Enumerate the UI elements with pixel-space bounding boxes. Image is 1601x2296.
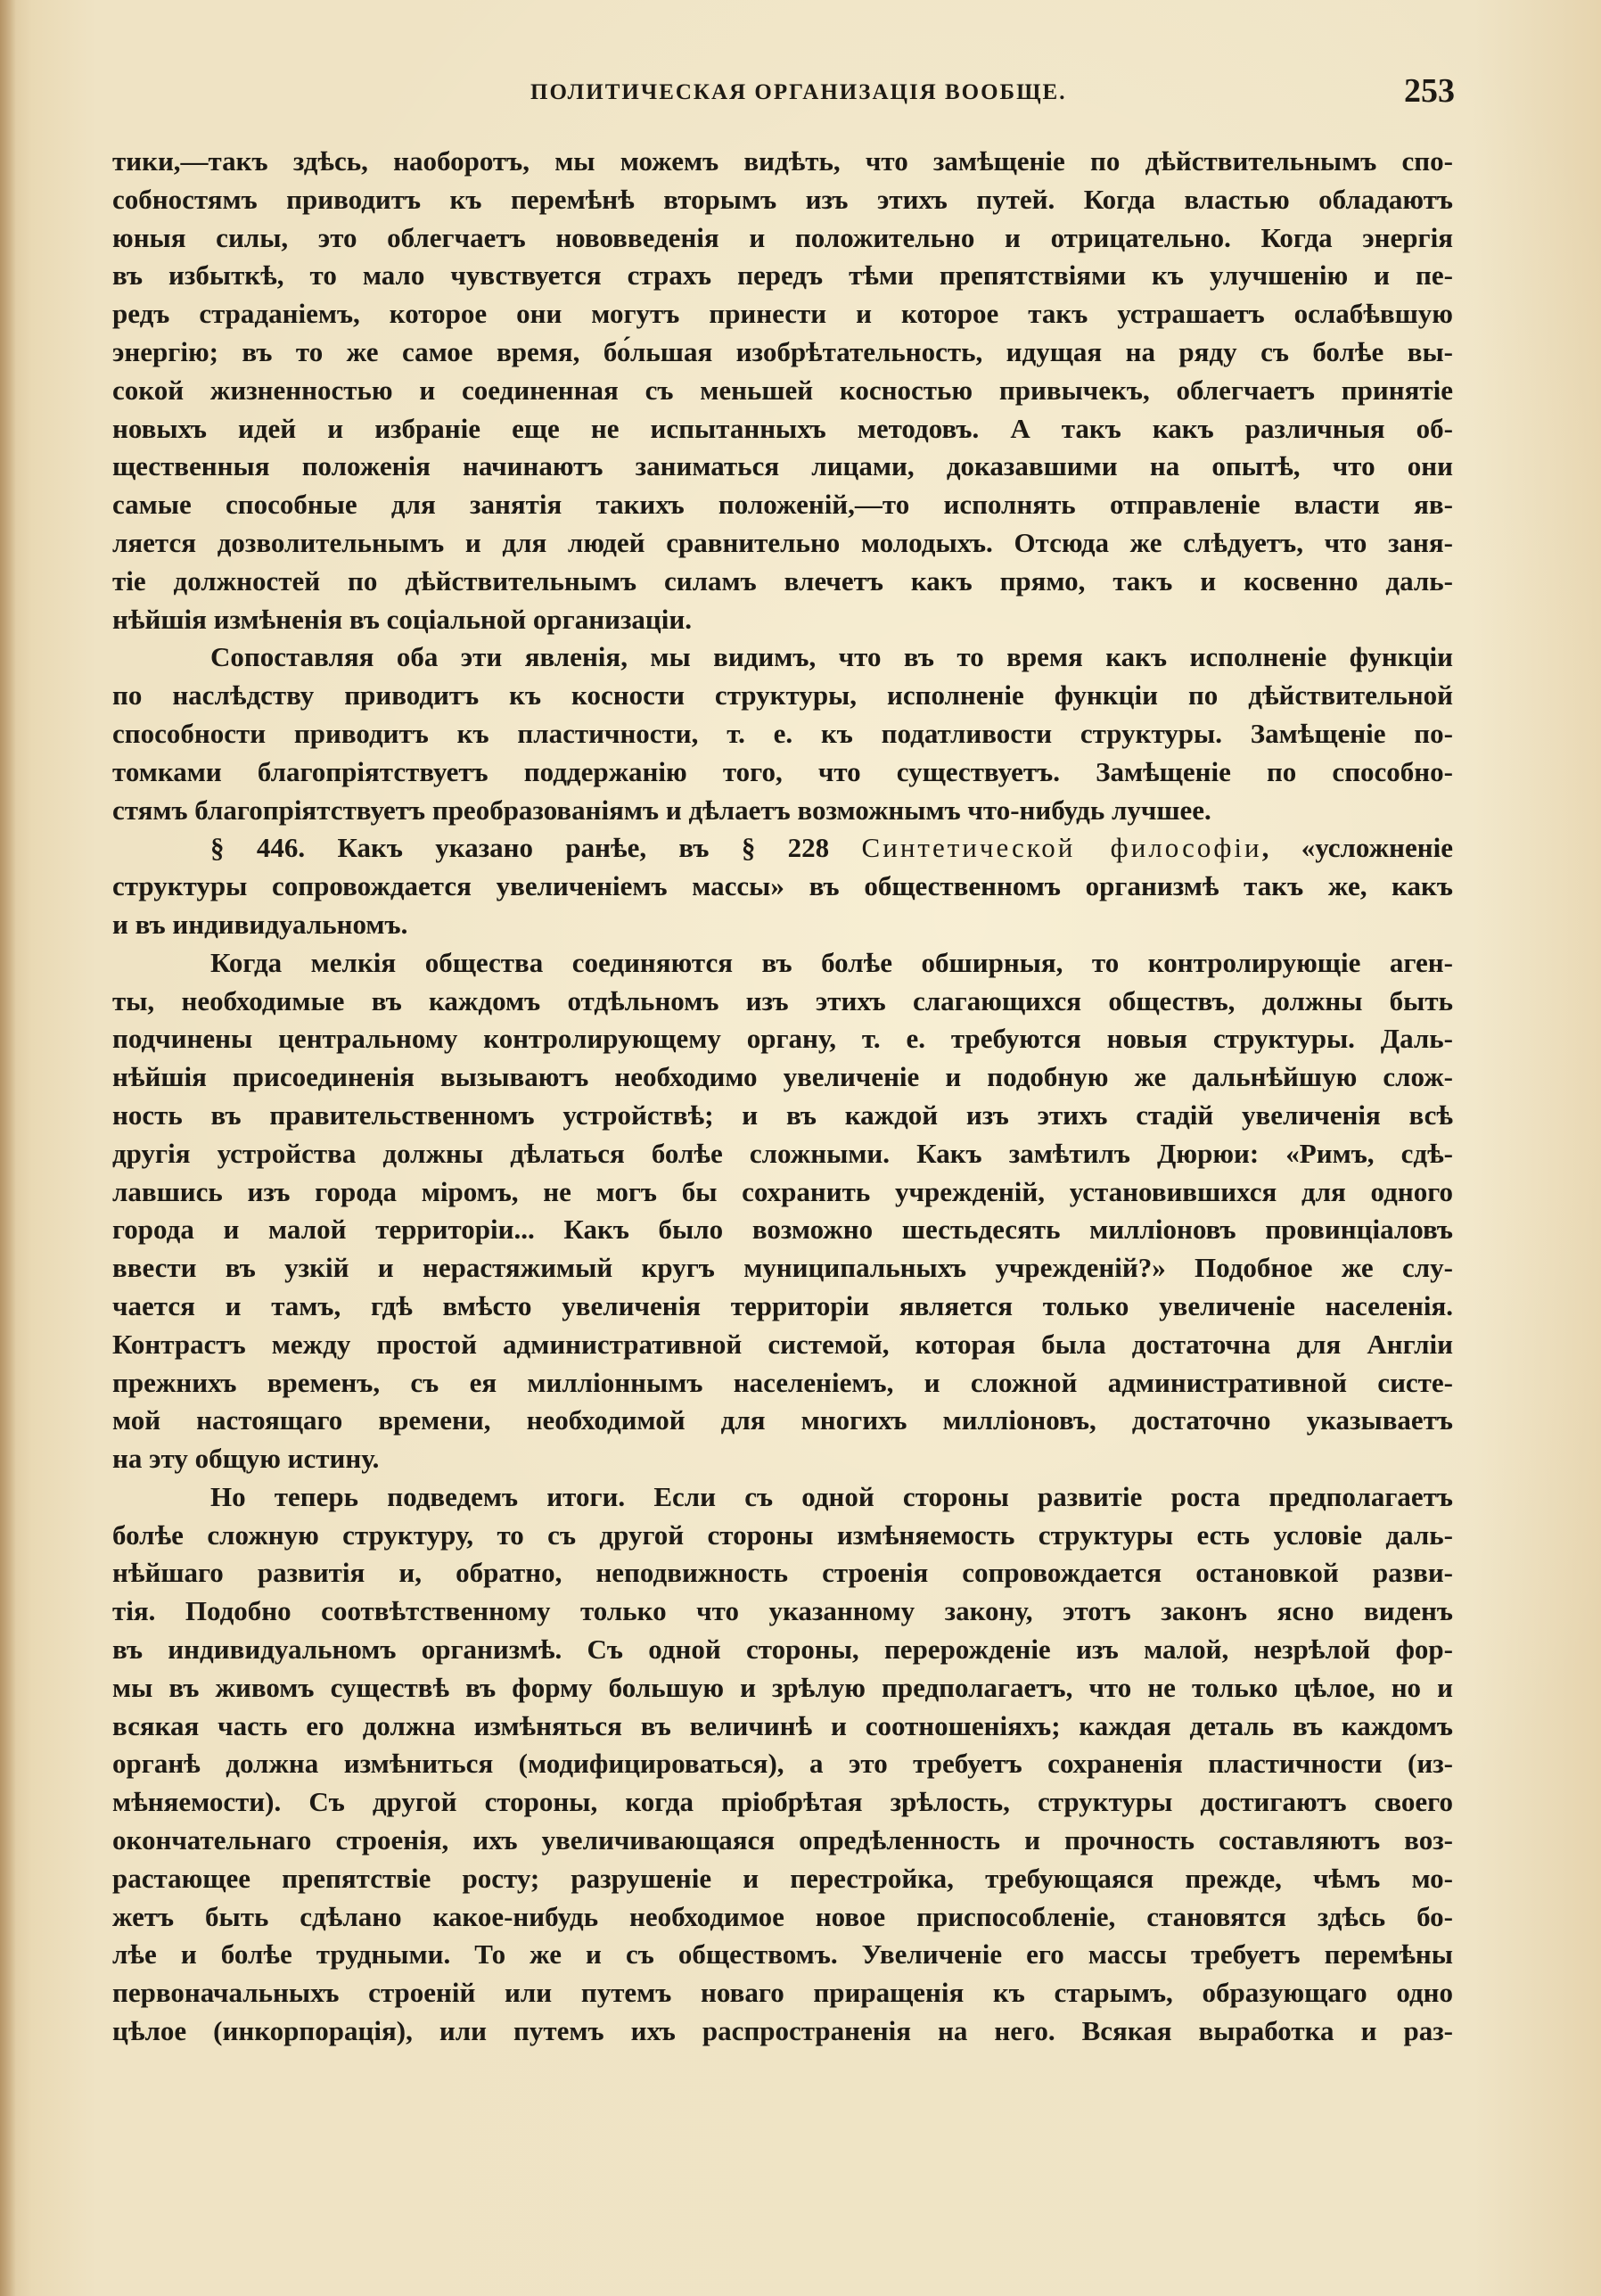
section-446-tail: , «усложненіе <box>1261 832 1453 864</box>
text-line: прежнихъ временъ, съ ея милліоннымъ населеніемъ, и сложной административной систе- <box>112 1366 1453 1398</box>
text-line: тики,—такъ здѣсь, наоборотъ, мы можемъ видѣть, что замѣщеніе по дѣйствительнымъ спо- <box>112 145 1453 177</box>
text-line: Сопоставляя оба эти явленія, мы видимъ, что въ то время какъ исполненіе функціи <box>210 641 1453 673</box>
text-line: энергію; въ то же самое время, бо́льшая изобрѣтательность, идущая на ряду съ болѣе вы- <box>112 335 1453 367</box>
text-line: нѣйшаго развитія и, обратно, неподвижность строенія сопровождается остановкой разви- <box>112 1557 1453 1589</box>
text-line: и въ индивидуальномъ. <box>112 908 408 940</box>
text-line: структуры сопровождается увеличеніемъ массы» въ общественномъ организмѣ такъ же, какъ <box>112 870 1453 902</box>
page-edge-shadow <box>0 0 16 2296</box>
text-line: другія устройства должны дѣлаться болѣе сложными. Какъ замѣтилъ Дюрюи: «Римъ, сдѣ- <box>112 1137 1453 1169</box>
text-line: первоначальныхъ строеній или путемъ новаго приращенія къ старымъ, образующаго одно <box>112 1977 1453 2009</box>
text-line: самые способные для занятія такихъ положеній,—то исполнять отправленіе власти яв- <box>112 489 1453 521</box>
text-line: лавшись изъ города міромъ, не могъ бы сохранить учрежденій, установившихся для одного <box>112 1175 1453 1207</box>
text-line: подчинены центральному контролирующему органу, т. е. требуются новыя структуры. Даль- <box>112 1023 1453 1055</box>
page-number: 253 <box>1404 72 1455 110</box>
text-line: города и малой территоріи... Какъ было возможно шестьдесять милліоновъ провинціаловъ <box>112 1214 1453 1246</box>
text-line: способности приводитъ къ пластичности, т. е. къ податливости структуры. Замѣщеніе по- <box>112 717 1453 749</box>
text-line: растающее препятствіе росту; разрушеніе и перестройка, требующаяся прежде, чѣмъ мо- <box>112 1862 1453 1894</box>
text-line: мой настоящаго времени, необходимой для многихъ милліоновъ, достаточно указываетъ <box>112 1404 1453 1436</box>
text-line: болѣе сложную структуру, то съ другой стороны измѣняемость структуры есть условіе даль- <box>112 1518 1453 1551</box>
text-line: собностямъ приводитъ къ перемѣнѣ вторымъ изъ этихъ путей. Когда властью обладаютъ <box>112 183 1453 215</box>
text-line: томками благопріятствуетъ поддержанію того, что существуетъ. Замѣщеніе по способно- <box>112 755 1453 787</box>
text-line: по наслѣдству приводитъ къ косности структуры, исполненіе функціи по дѣйствительной <box>112 679 1453 712</box>
body-text <box>112 143 1453 2051</box>
text-line: новыхъ идей и избраніе еще не испытанныхъ методовъ. А такъ какъ различныя об- <box>112 412 1453 444</box>
text-line: стямъ благопріятствуетъ преобразованіямъ и дѣлаетъ возможнымъ что-нибудь лучшее. <box>112 794 1211 826</box>
text-line: ность въ правительственномъ устройствѣ; и въ каждой изъ этихъ стадій увеличенія всѣ <box>112 1099 1453 1131</box>
text-line: въ избыткѣ, то мало чувствуется страхъ передъ тѣми препятствіями къ улучшенію и пе- <box>112 259 1453 292</box>
text-line: органѣ должна измѣниться (модифицироваться), а это требуетъ сохраненія пластичности (из- <box>112 1748 1453 1780</box>
page-header <box>116 72 1455 116</box>
text-line: на эту общую истину. <box>112 1443 380 1475</box>
text-line: въ индивидуальномъ организмѣ. Съ одной стороны, перерожденіе изъ малой, незрѣлой фор- <box>112 1634 1453 1666</box>
text-line: редъ страданіемъ, которое они могутъ принести и которое такъ устрашаетъ ослабѣвшую <box>112 298 1453 330</box>
text-line: окончательнаго строенія, ихъ увеличивающаяся опредѣленность и прочность составляютъ воз- <box>112 1824 1453 1856</box>
text-line: ввести въ узкій и нерастяжимый кругъ муниципальныхъ учрежденій?» Подобное же слу- <box>112 1252 1453 1284</box>
text-line: чается и тамъ, гдѣ вмѣсто увеличенія территоріи является только увеличеніе населенія. <box>112 1289 1453 1321</box>
text-line: всякая часть его должна измѣняться въ величинѣ и соотношеніяхъ; каждая деталь въ каждомъ <box>112 1709 1453 1741</box>
book-title-reference: Синтетической философіи <box>861 832 1262 864</box>
text-line: сокой жизненностью и соединенная съ меньшей косностью привычекъ, облегчаетъ принятіе <box>112 374 1453 406</box>
text-line: щественныя положенія начинаютъ заниматься лицами, доказавшими на опытѣ, что они <box>112 450 1453 482</box>
text-line: Когда мелкія общества соединяются въ болѣе обширныя, то контролирующіе аген- <box>210 946 1453 978</box>
text-line: ляется дозволительнымъ и для людей сравнительно молодыхъ. Отсюда же слѣдуетъ, что заня- <box>112 526 1453 558</box>
section-446-lead: § 446. Какъ указано ранѣе, въ § 228 <box>210 832 862 864</box>
text-line: лѣе и болѣе трудными. То же и съ обществомъ. Увеличеніе его массы требуетъ перемѣны <box>112 1938 1453 1971</box>
running-head: ПОЛИТИЧЕСКАЯ ОРГАНИЗАЦІЯ ВООБЩЕ. <box>530 80 1067 104</box>
text-line: ты, необходимые въ каждомъ отдѣльномъ изъ этихъ слагающихся обществъ, должны быть <box>112 984 1453 1016</box>
text-line: жетъ быть сдѣлано какое-нибудь необходимое новое приспособленіе, становятся здѣсь бо- <box>112 1900 1453 1932</box>
text-line: Но теперь подведемъ итоги. Если съ одной стороны развитіе роста предполагаетъ <box>210 1480 1453 1512</box>
text-line: тіе должностей по дѣйствительнымъ силамъ влечетъ какъ прямо, такъ и косвенно даль- <box>112 564 1453 597</box>
text-line: нѣйшія присоединенія вызываютъ необходимо увеличеніе и подобную же дальнѣйшую слож- <box>112 1061 1453 1093</box>
text-line: Контрастъ между простой административной системой, которая была достаточна для Англіи <box>112 1328 1453 1360</box>
text-line: цѣлое (инкорпорація), или путемъ ихъ распространенія на него. Всякая выработка и раз- <box>112 2015 1453 2047</box>
text-line: мы въ живомъ существѣ въ форму большую и зрѣлую предполагаетъ, что не только цѣлое, но и <box>112 1671 1453 1703</box>
text-line: юныя силы, это облегчаетъ нововведенія и положительно и отрицательно. Когда энергія <box>112 221 1453 253</box>
text-line: тія. Подобно соотвѣтственному только что указанному закону, этотъ законъ ясно виденъ <box>112 1595 1453 1627</box>
text-line: нѣйшія измѣненія въ соціальной организаціи. <box>112 603 692 635</box>
section-446-line <box>112 829 1453 868</box>
text-line: мѣняемости). Съ другой стороны, когда пріобрѣтая зрѣлость, структуры достигаютъ своего <box>112 1786 1453 1818</box>
